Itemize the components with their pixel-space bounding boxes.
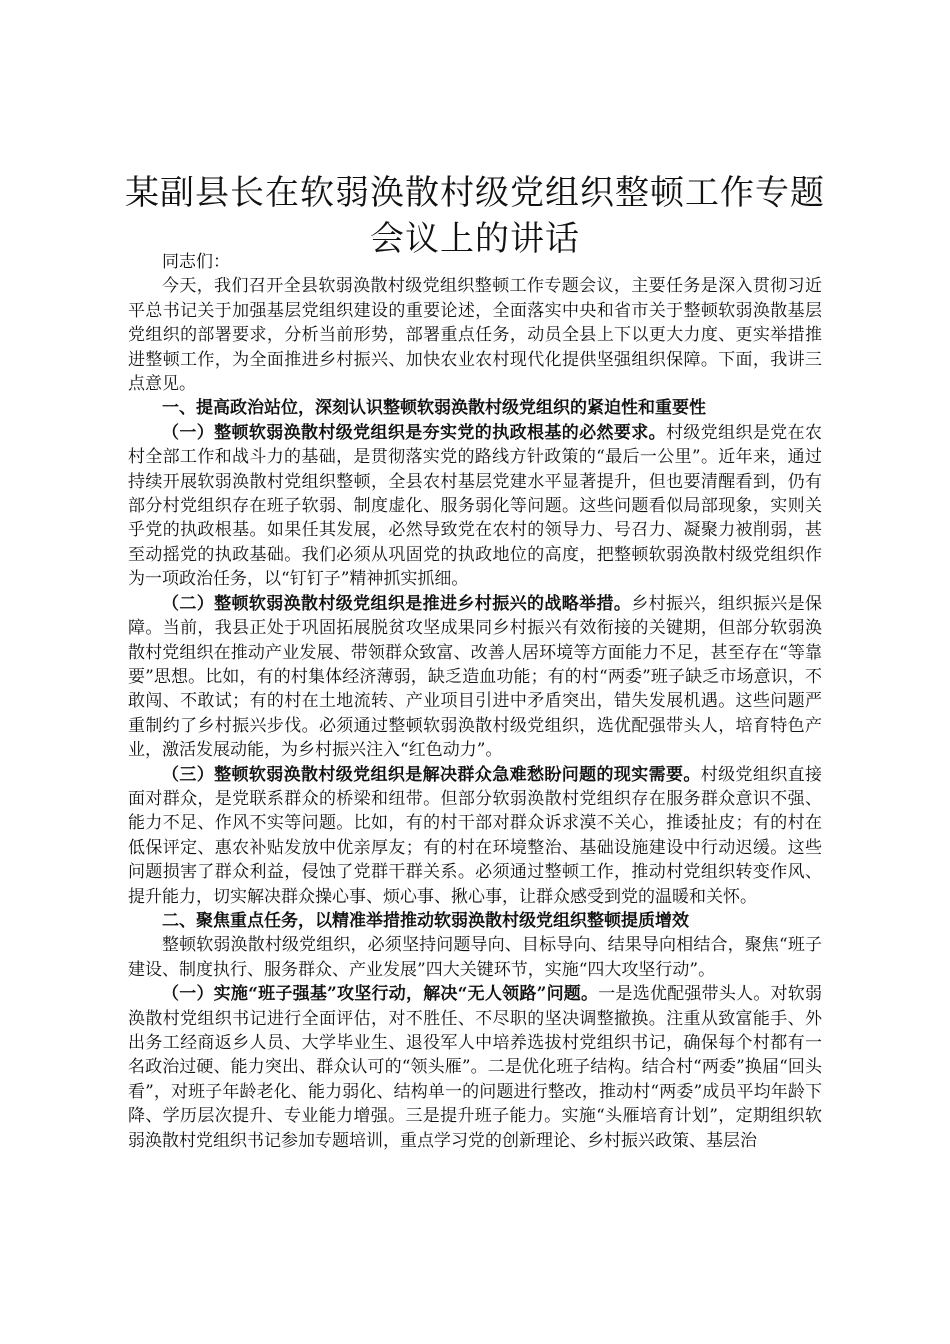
section-1-paragraph-3 xyxy=(128,763,822,909)
title-line-2: 会议上的讲话 xyxy=(370,219,580,259)
section-1-subheading-1: （一）整顿软弱涣散村级党组织是夯实党的执政根基的必然要求。 xyxy=(162,422,666,443)
salutation: 同志们： xyxy=(162,252,230,272)
section-2-paragraph-1-text: 一是选优配强带头人。对软弱涣散村党组织书记进行全面评估，对不胜任、不尽职的坚决调整撤换。注重从致富能手、外出务工经商返乡人员、大学毕业生、退役军人中培养选拔村党组织书记，确保每个村都有一名政治过硬、能力突出、群众认可的“领头雁”。二是优化班子结构。结合村“两委”换届“回头看”，对班子年龄老化、能力弱化、结构单一的问题进行整改，推动村“两委”成员平均年龄下降、学历层次提升、专业能力增强。三是提升班子能力。实施“头雁培育计划”，定期组织软弱涣散村党组织书记参加专题培训，重点学习党的创新理论、乡村振兴政策、基层治 xyxy=(128,984,822,1151)
document-body xyxy=(128,250,822,1153)
intro-paragraph: 今天，我们召开全县软弱涣散村级党组织整顿工作专题会议，主要任务是深入贯彻习近平总书记关于加强基层党组织建设的重要论述，全面落实中央和省市关于整顿软弱涣散基层党组织的部署要求，分析当前形势，部署重点任务，动员全县上下以更大力度、更实举措推进整顿工作，为全面推进乡村振兴、加快农业农村现代化提供坚强组织保障。下面，我讲三点意见。 xyxy=(128,276,822,395)
section-2-heading: 二、聚焦重点任务，以精准举措推动软弱涣散村级党组织整顿提质增效 xyxy=(162,910,689,931)
section-2-paragraph-1 xyxy=(128,982,822,1153)
section-2-intro: 整顿软弱涣散村级党组织，必须坚持问题导向、目标导向、结果导向相结合，聚焦“班子建设、制度执行、服务群众、产业发展”四大关键环节，实施“四大攻坚行动”。 xyxy=(128,935,822,980)
section-1-subheading-3: （三）整顿软弱涣散村级党组织是解决群众急难愁盼问题的现实需要。 xyxy=(162,764,701,785)
section-1-paragraph-3-text: 村级党组织直接面对群众，是党联系群众的桥梁和纽带。但部分软弱涣散村党组织存在服务群众意识不强、能力不足、作风不实等问题。比如，有的村干部对群众诉求漠不关心，推诿扯皮；有的村在低保评定、惠农补贴发放中优亲厚友；有的村在环境整治、基础设施建设中行动迟缓。这些问题损害了群众利益，侵蚀了党群干群关系。必须通过整顿工作，推动村党组织转变作风、提升能力，切实解决群众操心事、烦心事、揪心事，让群众感受到党的温暖和关怀。 xyxy=(128,764,823,907)
section-2-subheading-1: （一）实施“班子强基”攻坚行动，解决“无人领路”问题。 xyxy=(162,984,599,1005)
title-line-1: 某副县长在软弱涣散村级党组织整顿工作专题 xyxy=(125,173,825,213)
section-1-paragraph-2-text: 乡村振兴，组织振兴是保障。当前，我县正处于巩固拓展脱贫攻坚成果同乡村振兴有效衔接的关键期，但部分软弱涣散村党组织在推动产业发展、带领群众致富、改善人居环境等方面能力不足，甚至存在“等靠要”思想。比如，有的村集体经济薄弱，缺乏造血功能；有的村“两委”班子缺乏市场意识，不敢闯、不敢试；有的村在土地流转、产业项目引进中矛盾突出，错失发展机遇。这些问题严重制约了乡村振兴步伐。必须通过整顿软弱涣散村级党组织，选优配强带头人，培育特色产业，激活发展动能，为乡村振兴注入“红色动力”。 xyxy=(128,593,823,761)
section-1-paragraph-1-text: 村级党组织是党在农村全部工作和战斗力的基础，是贯彻落实党的路线方针政策的“最后一公里”。近年来，通过持续开展软弱涣散村党组织整顿，全县农村基层党建水平显著提升，但也要清醒看到，仍有部分村党组织存在班子软弱、制度虚化、服务弱化等问题。这些问题看似局部现象，实则关乎党的执政根基。如果任其发展，必然导致党在农村的领导力、号召力、凝聚力被削弱，甚至动摇党的执政基础。我们必须从巩固党的执政地位的高度，把整顿软弱涣散村级党组织作为一项政治任务，以“钉钉子”精神抓实抓细。 xyxy=(128,422,823,590)
section-1-subheading-2: （二）整顿软弱涣散村级党组织是推进乡村振兴的战略举措。 xyxy=(162,593,632,614)
section-1-heading: 一、提高政治站位，深刻认识整顿软弱涣散村级党组织的紧迫性和重要性 xyxy=(162,398,706,419)
section-1-paragraph-2 xyxy=(128,592,822,763)
section-1-paragraph-1 xyxy=(128,421,822,592)
document-title xyxy=(110,170,840,262)
